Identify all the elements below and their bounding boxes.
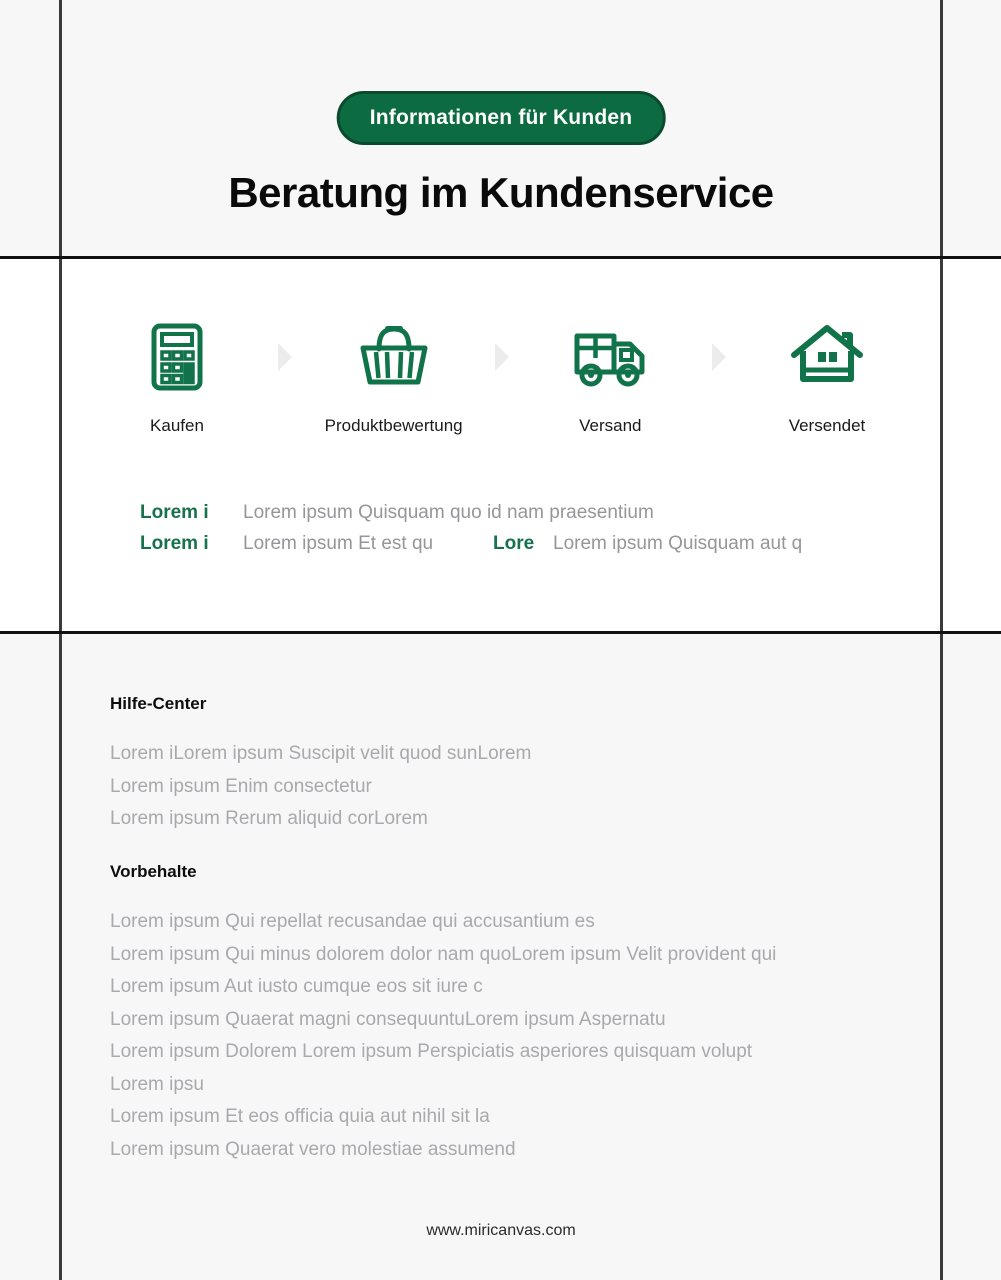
steps-section	[62, 259, 940, 631]
body-line: Lorem ipsum Quaerat vero molestiae assumend	[110, 1138, 516, 1160]
body-line: Lorem iLorem ipsum Suscipit velit quod sunLorem	[110, 743, 532, 764]
body-line: Lorem ipsum Dolorem Lorem ipsum Perspiciatis asperiores quisquam volupt	[110, 1041, 753, 1062]
chevron-right-icon	[706, 322, 732, 392]
body-line: Lorem ipsum Rerum aliquid corLorem	[110, 808, 428, 829]
shopping-basket-icon	[357, 322, 431, 392]
body-line: Lorem ipsum Et eos officia quia aut nihil sit la	[110, 1106, 490, 1127]
info-value: Lorem ipsum Et est qu	[243, 533, 434, 554]
info-value: Lorem ipsum Quisquam quo id nam praesentium	[243, 502, 654, 523]
body-line: Lorem ipsum Quaerat magni consequuntuLorem ipsum Aspernatu	[110, 1008, 666, 1030]
info-key: Lorem i	[140, 502, 209, 523]
header-section	[62, 0, 940, 256]
info-row	[140, 533, 930, 555]
footer-url: www.miricanvas.com	[426, 1222, 576, 1239]
section-heading-help-center: Hilfe-Center	[110, 694, 207, 713]
section-heading-vorbehalte: Vorbehalte	[110, 862, 197, 881]
info-value-secondary: Lorem ipsum Quisquam aut q	[553, 533, 803, 554]
chevron-right-icon	[272, 322, 298, 392]
guide-line-vertical-right	[940, 0, 943, 1280]
step-versendet	[752, 322, 902, 436]
chevron-right-icon	[489, 322, 515, 392]
body-line: Lorem ipsum Aut iusto cumque eos sit iure c	[110, 976, 483, 997]
guide-line-horizontal-bottom	[0, 631, 1001, 634]
guide-line-horizontal-top	[0, 256, 1001, 259]
info-lines-list	[140, 502, 930, 564]
steps-row	[102, 322, 902, 436]
info-key-secondary: Lore	[493, 533, 535, 554]
house-icon	[790, 322, 864, 392]
info-row	[140, 502, 930, 524]
step-label: Versendet	[788, 416, 866, 435]
calculator-icon	[145, 322, 209, 392]
section-body-help-center	[110, 738, 930, 836]
page-title: Beratung im Kundenservice	[228, 169, 774, 216]
section-body-vorbehalte	[110, 906, 930, 1166]
step-label: Versand	[579, 416, 642, 435]
step-kaufen	[102, 322, 252, 436]
info-key: Lorem i	[140, 533, 209, 554]
guide-line-vertical-left	[59, 0, 62, 1280]
step-versand	[535, 322, 685, 436]
delivery-truck-icon	[572, 322, 648, 392]
body-line: Lorem ipsum Qui minus dolorem dolor nam quoLorem ipsum Velit provident qui	[110, 943, 777, 965]
header-badge: Informationen für Kunden	[337, 91, 666, 145]
body-line: Lorem ipsum Enim consectetur	[110, 775, 372, 797]
body-line: Lorem ipsum Qui repellat recusandae qui accusantium es	[110, 911, 595, 932]
body-line: Lorem ipsu	[110, 1073, 204, 1095]
step-label: Kaufen	[150, 416, 204, 435]
details-section	[62, 634, 940, 1280]
step-produktbewertung	[319, 322, 469, 436]
step-label: Produktbewertung	[324, 416, 463, 435]
